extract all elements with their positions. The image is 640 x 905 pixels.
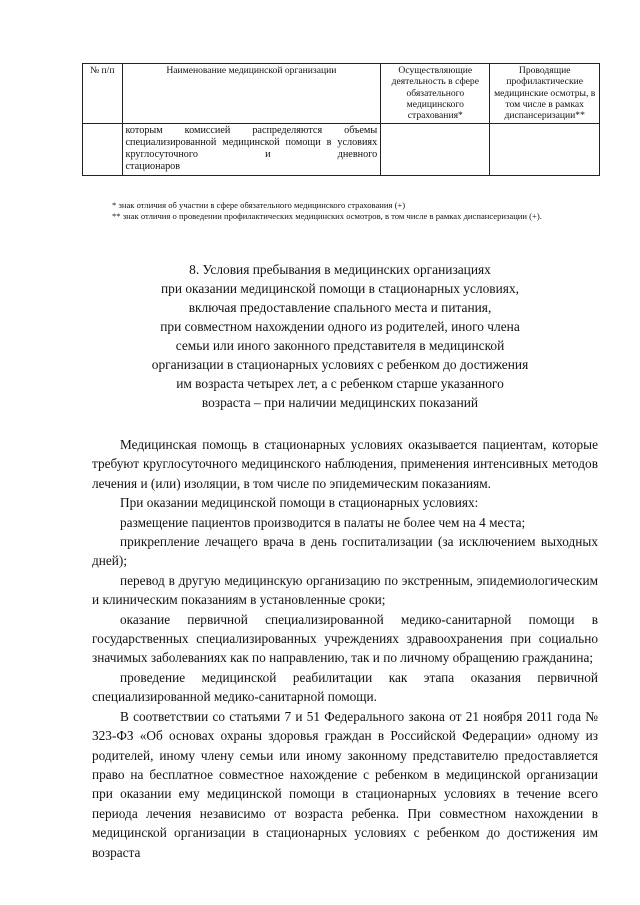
paragraph: размещение пациентов производится в палаты не более чем на 4 места; [120,514,526,530]
paragraph: Медицинская помощь в стационарных условиях оказывается пациентам, которые требуют круглосуточного медицинского наблюдения, применения интенсивных методов лечения и (или) изоляции, в том числе по эпидемическим показаниям. [92,437,598,491]
cell-number [83,123,123,175]
header-organization-name: Наименование медицинской организации [122,64,381,124]
cell-preventive-exams [490,123,600,175]
body-text [92,435,598,862]
heading-line: возраста – при наличии медицинских показаний [201,395,479,410]
cell-organization-name [122,123,381,175]
paragraph: прикрепление лечащего врача в день госпитализации (за исключением выходных дней); [92,534,598,569]
paragraph: При оказании медицинской помощи в стационарных условиях: [120,495,479,511]
cell-name-last-line: стационаров [125,161,181,173]
heading-line: организации в стационарных условиях с ребенком до достижения [151,357,529,372]
heading-line: семьи или иного законного представителя в медицинской [175,338,505,353]
footnote-oms: * знак отличия об участии в сфере обязательного медицинского страхования (+) [112,200,406,210]
paragraph: перевод в другую медицинскую организацию по экстренным, эпидемиологическим и клиническим показаниям в установленные сроки; [92,572,598,608]
heading-line: 8. Условия пребывания в медицинских организациях [189,262,491,277]
cell-name-text: которым комиссией распределяются объемы специализированной медицинской помощи в условиях круглосуточного и дневного [125,124,378,161]
footnote-exams: ** знак отличия о проведении профилактических медицинских осмотров, в том числе в рамках диспансеризации (+). [112,210,542,221]
cell-oms [381,123,490,175]
paragraph: В соответствии со статьями 7 и 51 Федерального закона от 21 ноября 2011 года № 323-ФЗ «Об основах охраны здоровья граждан в Российской Федерации» одному из родителей, иному члену семьи или иному законному представителю предоставляется право на бесплатное совместное нахождение с ребенком в медицинской организации при оказании ему медицинской помощи в стационарных условиях в течение всего периода лечения независимо от возраста ребенка. При совместном нахождении в медицинской организации в стационарных условиях с ребенком до достижения им возраста [92,708,598,860]
table-header-row [83,64,600,124]
paragraph: оказание первичной специализированной медико-санитарной помощи в государственных специализированных учреждениях здравоохранения при социально значимых заболеваниях как по направлению, так и по личному обращению гражданина; [92,611,598,666]
paragraph: проведение медицинской реабилитации как этапа оказания первичной специализированной медико-санитарной помощи. [92,669,598,705]
header-oms: Осуществляющие деятельность в сфере обязательного медицинского страхования* [381,64,490,124]
heading-line: при совместном нахождении одного из родителей, иного члена [160,319,520,334]
header-number: № п/п [83,64,123,124]
heading-line: при оказании медицинской помощи в стационарных условиях, [160,281,519,296]
medical-organizations-table [82,63,600,176]
heading-line: включая предоставление спального места и питания, [188,300,492,315]
section-heading [100,260,580,412]
table-row [83,123,600,175]
header-preventive-exams: Проводящие профилактические медицинские осмотры, в том числе в рамках диспансеризации** [490,64,600,124]
heading-line: им возраста четырех лет, а с ребенком старше указанного [176,376,504,391]
table-footnotes [92,200,600,221]
